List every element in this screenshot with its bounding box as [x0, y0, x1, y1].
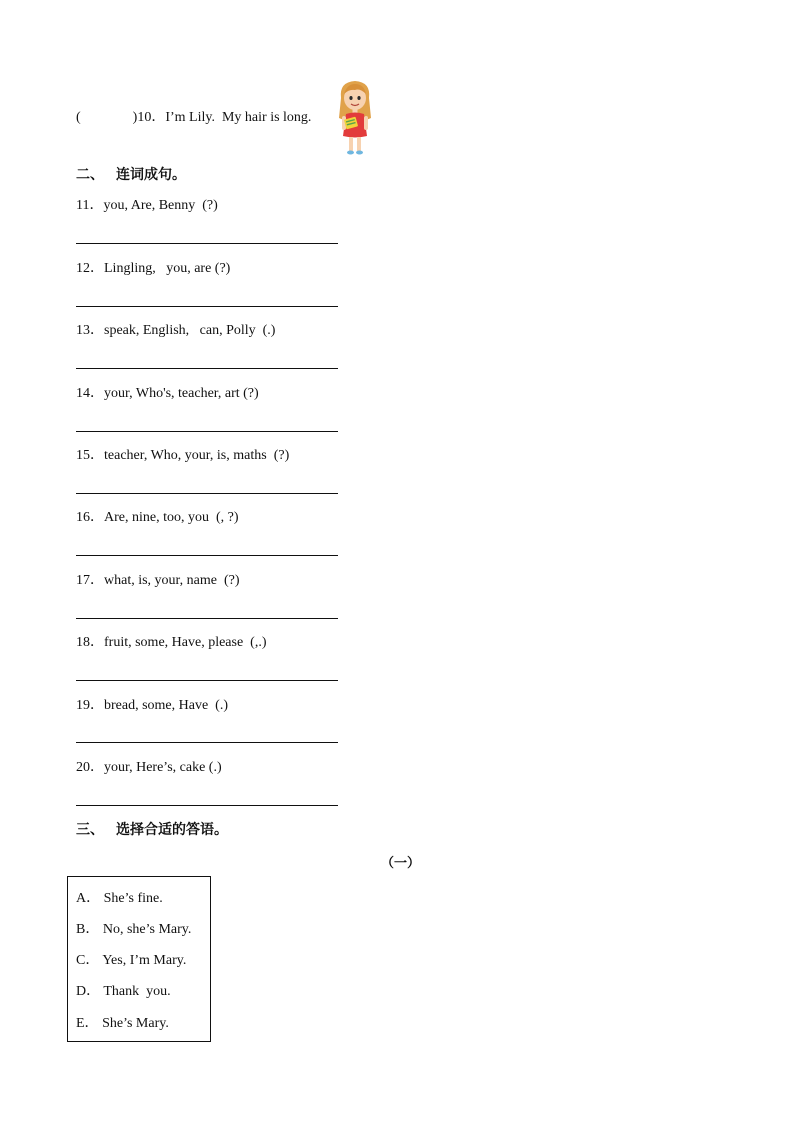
question-10 [76, 110, 311, 126]
sentence-item-17 [76, 573, 240, 589]
answer-line-16[interactable] [76, 555, 338, 556]
sentence-item-14 [76, 386, 259, 402]
answer-line-11[interactable] [76, 243, 338, 244]
item-words: what, is, your, name (?) [104, 573, 240, 588]
question-text: I’m Lily. My hair is long. [165, 110, 312, 125]
answer-line-17[interactable] [76, 618, 338, 619]
item-number: 12． [76, 261, 104, 276]
item-number: 13． [76, 323, 104, 338]
option-b [76, 922, 191, 938]
option-d [76, 984, 171, 1000]
answer-line-13[interactable] [76, 368, 338, 369]
item-number: 18． [76, 635, 104, 650]
item-words: fruit, some, Have, please (,.) [104, 635, 267, 650]
option-letter: B． [76, 922, 100, 937]
answer-line-12[interactable] [76, 306, 338, 307]
option-letter: A． [76, 891, 101, 906]
item-words: bread, some, Have (.) [104, 698, 229, 713]
item-words: your, Who's, teacher, art (?) [104, 386, 259, 401]
sentence-item-12 [76, 261, 230, 277]
sentence-item-18 [76, 635, 267, 651]
option-letter: D． [76, 984, 101, 999]
item-words: Are, nine, too, you (, ?) [104, 510, 239, 525]
sentence-item-15 [76, 448, 289, 464]
option-e [76, 1016, 169, 1032]
option-text: No, she’s Mary. [102, 922, 192, 937]
sentence-item-20 [76, 760, 222, 776]
sentence-item-19 [76, 698, 228, 714]
option-text: Yes, I’m Mary. [102, 953, 187, 968]
section-3-number: 三、 [76, 822, 104, 838]
item-number: 11． [76, 198, 104, 213]
item-number: 19． [76, 698, 104, 713]
question-number: )10． [132, 110, 166, 125]
item-number: 17． [76, 573, 104, 588]
option-text: She’s fine. [103, 891, 163, 906]
option-text: She’s Mary. [102, 1016, 169, 1031]
sentence-item-16 [76, 510, 239, 526]
section-3-title: 选择合适的答语。 [116, 822, 228, 838]
item-words: Lingling, you, are (?) [104, 261, 231, 276]
item-number: 15． [76, 448, 104, 463]
section-3-heading [76, 822, 228, 838]
option-letter: E． [76, 1016, 99, 1031]
item-number: 16． [76, 510, 104, 525]
item-number: 14． [76, 386, 104, 401]
option-text: Thank you. [103, 984, 171, 999]
answer-line-20[interactable] [76, 805, 338, 806]
sentence-item-11 [76, 198, 218, 214]
option-c [76, 953, 186, 969]
item-words: speak, English, can, Polly (.) [104, 323, 276, 338]
answer-line-15[interactable] [76, 493, 338, 494]
answer-line-18[interactable] [76, 680, 338, 681]
item-words: you, Are, Benny (?) [103, 198, 218, 213]
item-words: teacher, Who, your, is, maths (?) [104, 448, 290, 463]
answer-line-19[interactable] [76, 742, 338, 743]
section-3-subtitle: （一） [381, 856, 421, 871]
item-number: 20． [76, 760, 104, 775]
section-2-number: 二、 [76, 167, 104, 183]
section-2-heading [76, 167, 186, 183]
answer-paren-open: ( [76, 110, 81, 125]
item-words: your, Here’s, cake (.) [104, 760, 222, 775]
sentence-item-13 [76, 323, 275, 339]
option-letter: C． [76, 953, 100, 968]
section-2-title: 连词成句。 [116, 167, 186, 183]
answer-line-14[interactable] [76, 431, 338, 432]
option-a [76, 891, 163, 907]
girl-with-book-illustration [333, 78, 377, 156]
